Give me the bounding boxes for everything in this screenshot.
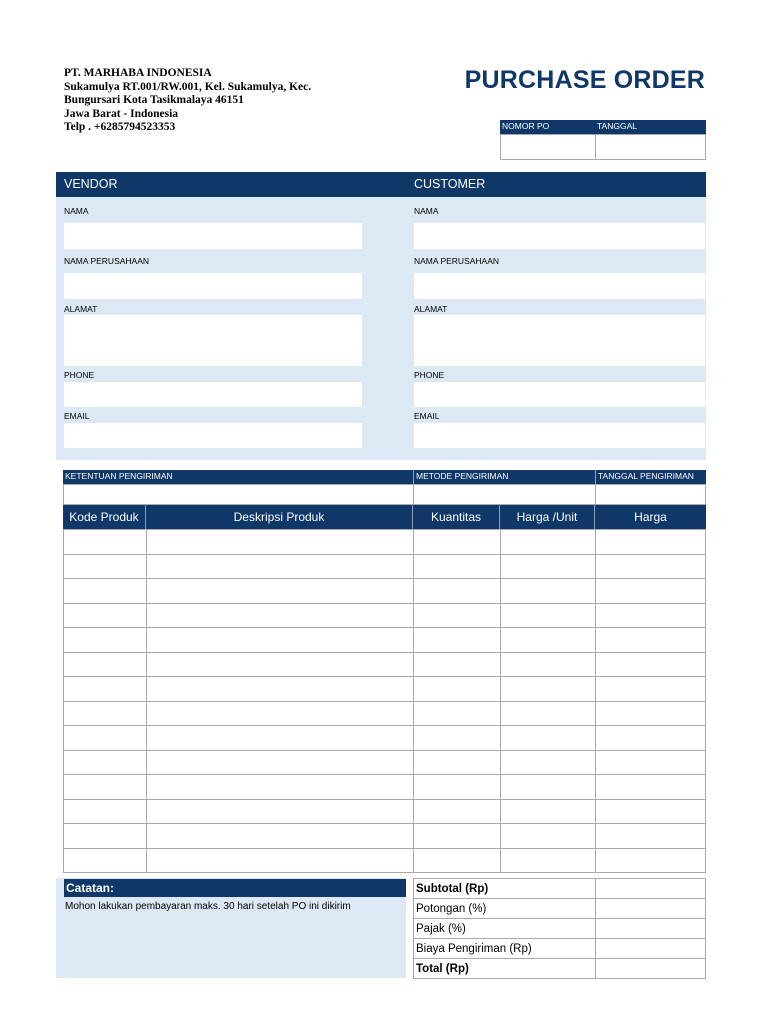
shipping-terms-label: KETENTUAN PENGIRIMAN <box>63 470 413 484</box>
table-cell[interactable] <box>595 725 706 751</box>
table-cell[interactable] <box>595 529 706 555</box>
table-cell[interactable] <box>413 750 501 775</box>
table-cell[interactable] <box>595 823 706 849</box>
table-cell[interactable] <box>146 652 414 677</box>
total-value[interactable] <box>595 958 706 979</box>
vendor-address-field[interactable] <box>64 315 362 366</box>
table-cell[interactable] <box>146 823 414 849</box>
vendor-name-field[interactable] <box>64 223 362 249</box>
table-cell[interactable] <box>595 578 706 604</box>
col-harga-unit: Harga /Unit <box>500 505 595 529</box>
subtotal-label: Subtotal (Rp) <box>413 878 596 899</box>
table-cell[interactable] <box>63 701 147 726</box>
table-cell[interactable] <box>595 652 706 677</box>
shipping-cost-value[interactable] <box>595 938 706 959</box>
customer-name-label: NAMA <box>414 206 439 216</box>
vendor-name-label: NAMA <box>64 206 89 216</box>
table-cell[interactable] <box>595 750 706 775</box>
customer-company-field[interactable] <box>414 273 705 299</box>
vendor-email-field[interactable] <box>64 423 362 448</box>
table-cell[interactable] <box>63 627 147 653</box>
company-address-line3: Jawa Barat - Indonesia <box>64 107 179 120</box>
table-cell[interactable] <box>146 750 414 775</box>
table-cell[interactable] <box>500 750 596 775</box>
customer-heading: CUSTOMER <box>414 177 486 191</box>
table-cell[interactable] <box>595 701 706 726</box>
col-kuantitas: Kuantitas <box>413 505 500 529</box>
document-title: PURCHASE ORDER <box>464 66 705 94</box>
table-cell[interactable] <box>595 799 706 824</box>
table-cell[interactable] <box>500 578 596 604</box>
table-cell[interactable] <box>63 774 147 800</box>
customer-email-field[interactable] <box>414 423 705 448</box>
vendor-phone-label: PHONE <box>64 370 95 380</box>
table-cell[interactable] <box>500 725 596 751</box>
table-cell[interactable] <box>500 701 596 726</box>
vendor-email-label: EMAIL <box>64 411 90 421</box>
shipping-terms-field[interactable] <box>63 484 414 505</box>
table-cell[interactable] <box>146 554 414 579</box>
vendor-address-label: ALAMAT <box>64 304 98 314</box>
table-cell[interactable] <box>413 774 501 800</box>
customer-address-label: ALAMAT <box>414 304 448 314</box>
table-cell[interactable] <box>413 603 501 628</box>
shipping-method-field[interactable] <box>413 484 596 505</box>
table-cell[interactable] <box>63 578 147 604</box>
table-cell[interactable] <box>413 799 501 824</box>
po-date-field[interactable] <box>595 134 706 160</box>
table-cell[interactable] <box>63 652 147 677</box>
table-cell[interactable] <box>146 627 414 653</box>
company-info <box>64 67 311 135</box>
table-cell[interactable] <box>63 799 147 824</box>
table-cell[interactable] <box>500 823 596 849</box>
table-cell[interactable] <box>63 603 147 628</box>
table-cell[interactable] <box>413 652 501 677</box>
discount-label: Potongan (%) <box>413 898 596 919</box>
customer-phone-field[interactable] <box>414 382 705 407</box>
table-cell[interactable] <box>413 578 501 604</box>
shipping-date-label: TANGGAL PENGIRIMAN <box>595 470 706 484</box>
notes-text: Mohon lakukan pembayaran maks. 30 hari setelah PO ini dikirim <box>65 901 351 912</box>
table-cell[interactable] <box>146 725 414 751</box>
table-cell[interactable] <box>500 529 596 555</box>
table-cell[interactable] <box>595 554 706 579</box>
table-cell[interactable] <box>500 652 596 677</box>
tax-label: Pajak (%) <box>413 918 596 939</box>
table-cell[interactable] <box>146 529 414 555</box>
table-cell[interactable] <box>413 701 501 726</box>
shipping-method-label: METODE PENGIRIMAN <box>413 470 595 484</box>
table-cell[interactable] <box>500 627 596 653</box>
table-cell[interactable] <box>63 529 147 555</box>
po-number-field[interactable] <box>500 134 596 160</box>
table-cell[interactable] <box>500 554 596 579</box>
vendor-company-field[interactable] <box>64 273 362 299</box>
table-cell[interactable] <box>146 676 414 702</box>
shipping-cost-label: Biaya Pengiriman (Rp) <box>413 938 596 959</box>
table-cell[interactable] <box>63 554 147 579</box>
shipping-date-field[interactable] <box>595 484 706 505</box>
table-cell[interactable] <box>146 578 414 604</box>
customer-email-label: EMAIL <box>414 411 440 421</box>
table-cell[interactable] <box>63 676 147 702</box>
table-cell[interactable] <box>500 774 596 800</box>
customer-phone-label: PHONE <box>414 370 445 380</box>
table-cell[interactable] <box>146 774 414 800</box>
company-address-line2: Bungursari Kota Tasikmalaya 46151 <box>64 94 244 106</box>
company-phone: Telp . +6285794523353 <box>64 121 176 133</box>
table-cell[interactable] <box>146 701 414 726</box>
customer-name-field[interactable] <box>414 223 705 249</box>
table-cell[interactable] <box>413 676 501 702</box>
table-cell[interactable] <box>413 529 501 555</box>
table-cell[interactable] <box>413 848 501 873</box>
table-cell[interactable] <box>595 774 706 800</box>
company-name: PT. MARHABA INDONESIA <box>64 67 212 79</box>
company-address-line1: Sukamulya RT.001/RW.001, Kel. Sukamulya, Kec. <box>64 80 312 93</box>
notes-heading: Catatan: <box>64 879 406 897</box>
vendor-customer-header <box>56 172 706 197</box>
col-kode-produk: Kode Produk <box>63 505 146 529</box>
table-cell[interactable] <box>63 750 147 775</box>
col-deskripsi-produk: Deskripsi Produk <box>146 505 413 529</box>
table-cell[interactable] <box>63 848 147 873</box>
table-cell[interactable] <box>413 554 501 579</box>
total-label: Total (Rp) <box>413 958 596 979</box>
po-date-label: TANGGAL <box>595 120 706 134</box>
table-cell[interactable] <box>63 725 147 751</box>
vendor-company-label: NAMA PERUSAHAAN <box>64 256 150 266</box>
table-cell[interactable] <box>595 627 706 653</box>
customer-address-field[interactable] <box>414 315 705 366</box>
table-cell[interactable] <box>146 603 414 628</box>
tax-value[interactable] <box>595 918 706 939</box>
table-cell[interactable] <box>595 603 706 628</box>
table-cell[interactable] <box>413 627 501 653</box>
col-harga: Harga <box>595 505 706 529</box>
table-cell[interactable] <box>595 848 706 873</box>
po-number-label: NOMOR PO <box>500 120 595 134</box>
table-cell[interactable] <box>413 823 501 849</box>
table-cell[interactable] <box>500 676 596 702</box>
table-cell[interactable] <box>595 676 706 702</box>
table-cell[interactable] <box>63 823 147 849</box>
table-cell[interactable] <box>500 603 596 628</box>
vendor-phone-field[interactable] <box>64 382 362 407</box>
vendor-heading: VENDOR <box>64 177 118 191</box>
table-cell[interactable] <box>413 725 501 751</box>
table-cell[interactable] <box>146 799 414 824</box>
subtotal-value[interactable] <box>595 878 706 899</box>
discount-value[interactable] <box>595 898 706 919</box>
table-cell[interactable] <box>500 799 596 824</box>
customer-company-label: NAMA PERUSAHAAN <box>414 256 500 266</box>
table-cell[interactable] <box>500 848 596 873</box>
table-cell[interactable] <box>146 848 414 873</box>
